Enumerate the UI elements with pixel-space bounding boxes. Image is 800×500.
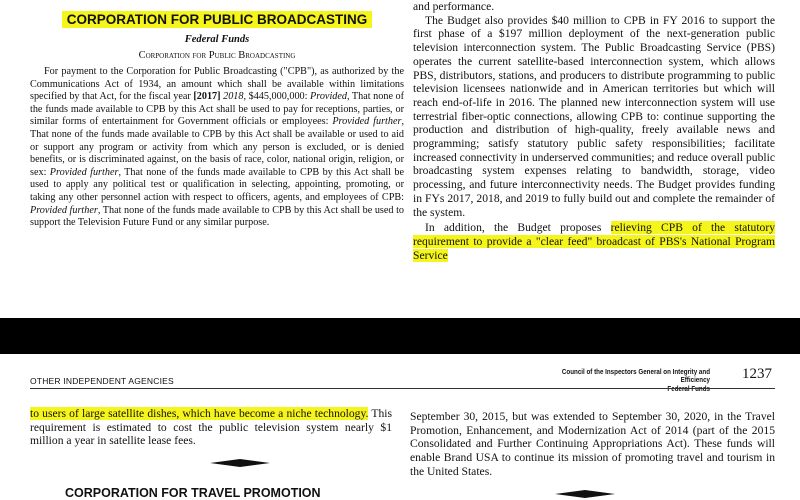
law-text-part: , That none of the funds made available to CPB by this Act shall be used to apply any political test or qualification in selecting, appointing, promoting, or taking any other personnel action with respect to officers, agents, and employees of CPB: — [30, 166, 404, 203]
narrative-paragraph-1: The Budget also provides $40 million to CPB in FY 2016 to support the first phase of a $197 million deployment of the next-generation public television interconnection system. The Public Broadcasting Service (PBS) operates the current satellite-based interconnection system, which allows PBS, distributors, stations, and producers to distribute programming to public television licensees nationwide and in American territories but which will reach end-of-life in 2016. The planned new interconnection system will use terrestrial fiber-optic connections, allowing CPB to: continue supporting the production and distribution of high-quality, freely available news and programming; satisfy statutory public safety responsibilities; facilitate increased connectivity in underserved communities; and reduce overall public broadcasting system expenses relating to bandwidth, storage, video processing, and future interconnectivity needs. The Budget provides funding in FYs 2017, 2018, and 2019 to fully build out and complete the remainder of the system. — [413, 13, 775, 219]
running-head-left: OTHER INDEPENDENT AGENCIES — [30, 376, 174, 386]
narrative-rest: This requirement is estimated to cost the public television system nearly $1 million a year in satellite lease fees. — [30, 407, 392, 448]
highlighted-passage: relieving CPB of the statutory requirement to provide a "clear feed" broadcast of PBS's National Program Service — [413, 221, 776, 262]
bottom-right-column — [410, 410, 775, 479]
bottom-page-clip — [0, 354, 800, 500]
narrative-plain-text: In addition, the Budget proposes — [425, 221, 611, 235]
continued-narrative — [30, 407, 392, 448]
header-rule — [30, 388, 775, 389]
law-text-part: , $445,000,000: — [243, 91, 311, 103]
law-text-part: , That none of the funds made available to CPB by this Act shall be used to support the Television Future Fund or any similar purpose. — [30, 204, 404, 229]
agency-title — [30, 12, 404, 27]
law-text-part: , That none of the funds made available to CPB by this Act shall be used to pay for receptions, parties, or similar forms of entertainment for Government officials or employees: — [30, 91, 405, 128]
new-year-italic: 2018 — [223, 91, 244, 103]
next-agency-heading: CORPORATION FOR TRAVEL PROMOTION — [65, 486, 321, 500]
section-separator-icon — [210, 459, 270, 467]
travel-promotion-text: September 30, 2015, but was extended to September 30, 2020, in the Travel Promotion, Enhancement, and Modernization Act of 2014 (part of the 2015 Consolidated and Further Continuing Appropriations Act). These funds will enable Brand USA to continue its mission of promoting travel and tourism in the United States. — [410, 410, 775, 478]
fund-type-heading: Federal Funds — [184, 34, 250, 45]
appropriations-paragraph — [30, 66, 404, 230]
black-divider-bar — [0, 318, 800, 354]
bracketed-prior-year: [2017] — [193, 91, 221, 103]
agency-title-highlight: CORPORATION FOR PUBLIC BROADCASTING — [62, 11, 373, 28]
proviso-italic: Provided further — [332, 116, 402, 128]
law-text-part: For payment to the Corporation for Public Broadcasting ("CPB"), as authorized by the Communications Act of 1934, an amount which shall be available within limitations specified by that Act, for the fiscal year — [30, 66, 404, 103]
narrative-column — [413, 0, 775, 262]
page-number: 1237 — [742, 366, 772, 382]
proviso-italic: Provided further — [49, 166, 119, 178]
continued-fragment: and performance. — [413, 0, 495, 13]
appropriations-language-column — [30, 12, 404, 230]
proviso-italic: Provided further — [30, 204, 98, 216]
running-head-right — [554, 368, 710, 393]
bottom-left-column — [30, 407, 392, 448]
narrative-paragraph-2 — [413, 221, 775, 262]
running-head-right-line2 — [554, 385, 710, 393]
account-title: Corporation for Public Broadcasting — [138, 50, 296, 61]
section-separator-icon — [555, 490, 615, 498]
highlighted-passage-continued: to users of large satellite dishes, which have become a niche technology. — [30, 407, 369, 420]
proviso-italic: Provided — [310, 91, 347, 103]
law-text-part: , That none of the funds made available to CPB by this Act shall be available or used to aid or support any program or activity from which any person is excluded, or is denied benefits, or is discriminated against, on the basis of race, color, national origin, religion, or sex: — [30, 116, 404, 178]
running-head-right-line1: Council of the Inspectors General on Integrity and Efficiency — [561, 367, 710, 385]
